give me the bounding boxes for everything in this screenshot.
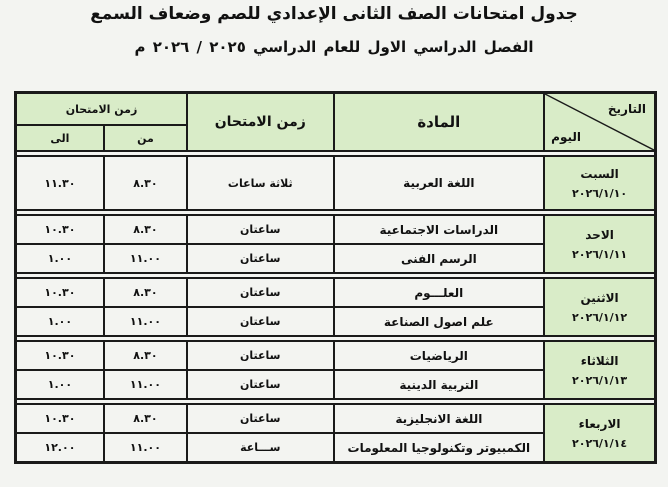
day-date: ٢٠٢٦/١/١٣	[572, 373, 628, 387]
subject-cell: التربية الدينية	[334, 370, 545, 399]
schedule-body	[16, 151, 656, 463]
day-cell	[544, 404, 655, 463]
duration-cell: ساعتان	[187, 370, 333, 399]
day-name: الثلاثاء	[580, 353, 619, 368]
to-time-cell: ١.٠٠	[16, 370, 104, 399]
day-date: ٢٠٢٦/١/١٠	[572, 186, 628, 200]
to-time-cell: ١٠.٣٠	[16, 215, 104, 244]
to-header: الى	[16, 125, 104, 151]
duration-cell: ســـاعة	[187, 433, 333, 463]
day-header-label: اليوم	[551, 130, 581, 144]
subject-cell: اللغة العربية	[334, 156, 545, 210]
duration-header: زمن الامتحان	[187, 93, 333, 152]
date-header-label: التاريخ	[607, 102, 646, 116]
subject-cell: العلـــوم	[334, 278, 545, 307]
day-name: السبت	[580, 166, 619, 181]
subject-cell: الرسم الفنى	[334, 244, 545, 273]
duration-cell: ساعتان	[187, 341, 333, 370]
duration-cell: ساعتان	[187, 404, 333, 433]
day-name: الاربعاء	[578, 416, 621, 431]
term-subtitle: الفصل الدراسي الاول للعام الدراسي ٢٠٢٥ / ٢٠٢٦ م	[134, 38, 534, 56]
day-date: ٢٠٢٦/١/١٤	[572, 436, 628, 450]
exam-row	[16, 215, 656, 244]
to-time-cell: ١٠.٣٠	[16, 278, 104, 307]
from-time-cell: ٨.٣٠	[104, 215, 187, 244]
day-name: الاثنين	[580, 290, 619, 305]
subject-cell: الدراسات الاجتماعية	[334, 215, 545, 244]
to-time-cell: ١٠.٣٠	[16, 341, 104, 370]
exam-time-header: زمن الامتحان	[16, 93, 188, 126]
duration-cell: ثلاثة ساعات	[187, 156, 333, 210]
subject-cell: علم اصول الصناعة	[334, 307, 545, 336]
duration-cell: ساعتان	[187, 307, 333, 336]
to-time-cell: ١٠.٣٠	[16, 404, 104, 433]
subject-cell: الكمبيوتر وتكنولوجيا المعلومات	[334, 433, 545, 463]
exam-row	[16, 404, 656, 433]
subject-cell: الرياضيات	[334, 341, 545, 370]
day-cell	[544, 278, 655, 336]
duration-cell: ساعتان	[187, 278, 333, 307]
subject-cell: اللغة الانجليزية	[334, 404, 545, 433]
exam-row	[16, 341, 656, 370]
subject-header: المادة	[334, 93, 545, 152]
from-time-cell: ١١.٠٠	[104, 307, 187, 336]
day-cell	[544, 156, 655, 210]
from-header: من	[104, 125, 187, 151]
from-time-cell: ٨.٣٠	[104, 341, 187, 370]
schedule-title: جدول امتحانات الصف الثانى الإعدادي للصم وضعاف السمع	[90, 4, 578, 24]
from-time-cell: ٨.٣٠	[104, 156, 187, 210]
day-date: ٢٠٢٦/١/١١	[572, 247, 628, 261]
from-time-cell: ١١.٠٠	[104, 370, 187, 399]
from-time-cell: ١١.٠٠	[104, 244, 187, 273]
to-time-cell: ١١.٣٠	[16, 156, 104, 210]
to-time-cell: ١٢.٠٠	[16, 433, 104, 463]
to-time-cell: ١.٠٠	[16, 244, 104, 273]
exam-row	[16, 156, 656, 210]
from-time-cell: ٨.٣٠	[104, 404, 187, 433]
from-time-cell: ٨.٣٠	[104, 278, 187, 307]
duration-cell: ساعتان	[187, 215, 333, 244]
from-time-cell: ١١.٠٠	[104, 433, 187, 463]
date-day-header	[544, 93, 655, 152]
exam-table	[14, 91, 657, 464]
to-time-cell: ١.٠٠	[16, 307, 104, 336]
day-date: ٢٠٢٦/١/١٢	[572, 310, 628, 324]
day-cell	[544, 341, 655, 399]
exam-row	[16, 278, 656, 307]
day-name: الاحد	[585, 227, 614, 242]
duration-cell: ساعتان	[187, 244, 333, 273]
day-cell	[544, 215, 655, 273]
